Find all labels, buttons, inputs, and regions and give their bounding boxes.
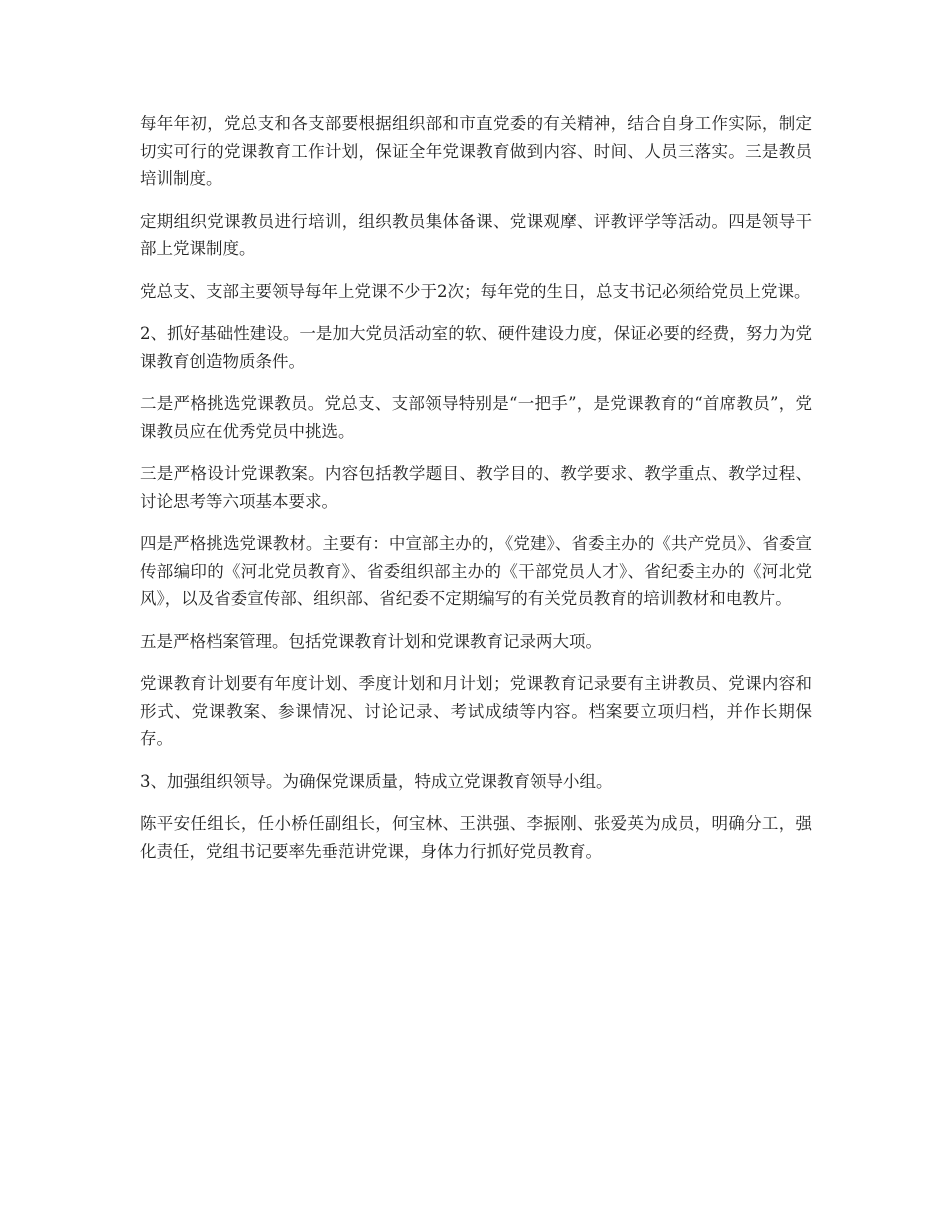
document-body: [140, 110, 812, 880]
paragraph-archive-details: 党课教育计划要有年度计划、季度计划和月计划；党课教育记录要有主讲教员、党课内容和形式、党课教案、参课情况、讨论记录、考试成绩等内容。档案要立项归档，并作长期保存。: [140, 674, 812, 748]
paragraph-plan-formulation: 每年年初，党总支和各支部要根据组织部和市直党委的有关精神，结合自身工作实际，制定切实可行的党课教育工作计划，保证全年党课教育做到内容、时间、人员三落实。三是教员培训制度。: [140, 114, 812, 188]
paragraph-archive-management: 五是严格档案管理。包括党课教育计划和党课教育记录两大项。: [140, 631, 602, 651]
paragraph-infrastructure: 2、抓好基础性建设。一是加大党员活动室的软、硬件建设力度，保证必要的经费，努力为党课教育创造物质条件。: [140, 324, 812, 371]
paragraph-leadership-group: 陈平安任组长，任小桥任副组长，何宝林、王洪强、李振刚、张爱英为成员，明确分工，强化责任，党组书记要率先垂范讲党课，身体力行抓好党员教育。: [140, 814, 812, 861]
paragraph-instructor-training: 定期组织党课教员进行培训，组织教员集体备课、党课观摩、评教评学等活动。四是领导干部上党课制度。: [140, 211, 812, 258]
paragraph-leadership: 3、加强组织领导。为确保党课质量，特成立党课教育领导小组。: [140, 771, 613, 791]
paragraph-lesson-plans: 三是严格设计党课教案。内容包括教学题目、教学目的、教学要求、教学重点、教学过程、讨论思考等六项基本要求。: [140, 464, 812, 511]
paragraph-textbooks: 四是严格挑选党课教材。主要有：中宣部主办的，《党建》、省委主办的《共产党员》、省委宣传部编印的《河北党员教育》、省委组织部主办的《干部党员人才》、省纪委主办的《河北党风》，以及省委宣传部、组织部、省纪委不定期编写的有关党员教育的培训教材和电教片。: [140, 534, 812, 608]
paragraph-leader-lectures: 党总支、支部主要领导每年上党课不少于2次；每年党的生日，总支书记必须给党员上党课。: [140, 281, 811, 301]
paragraph-instructor-selection: 二是严格挑选党课教员。党总支、支部领导特别是“一把手”，是党课教育的“首席教员”，党课教员应在优秀党员中挑选。: [140, 394, 812, 441]
